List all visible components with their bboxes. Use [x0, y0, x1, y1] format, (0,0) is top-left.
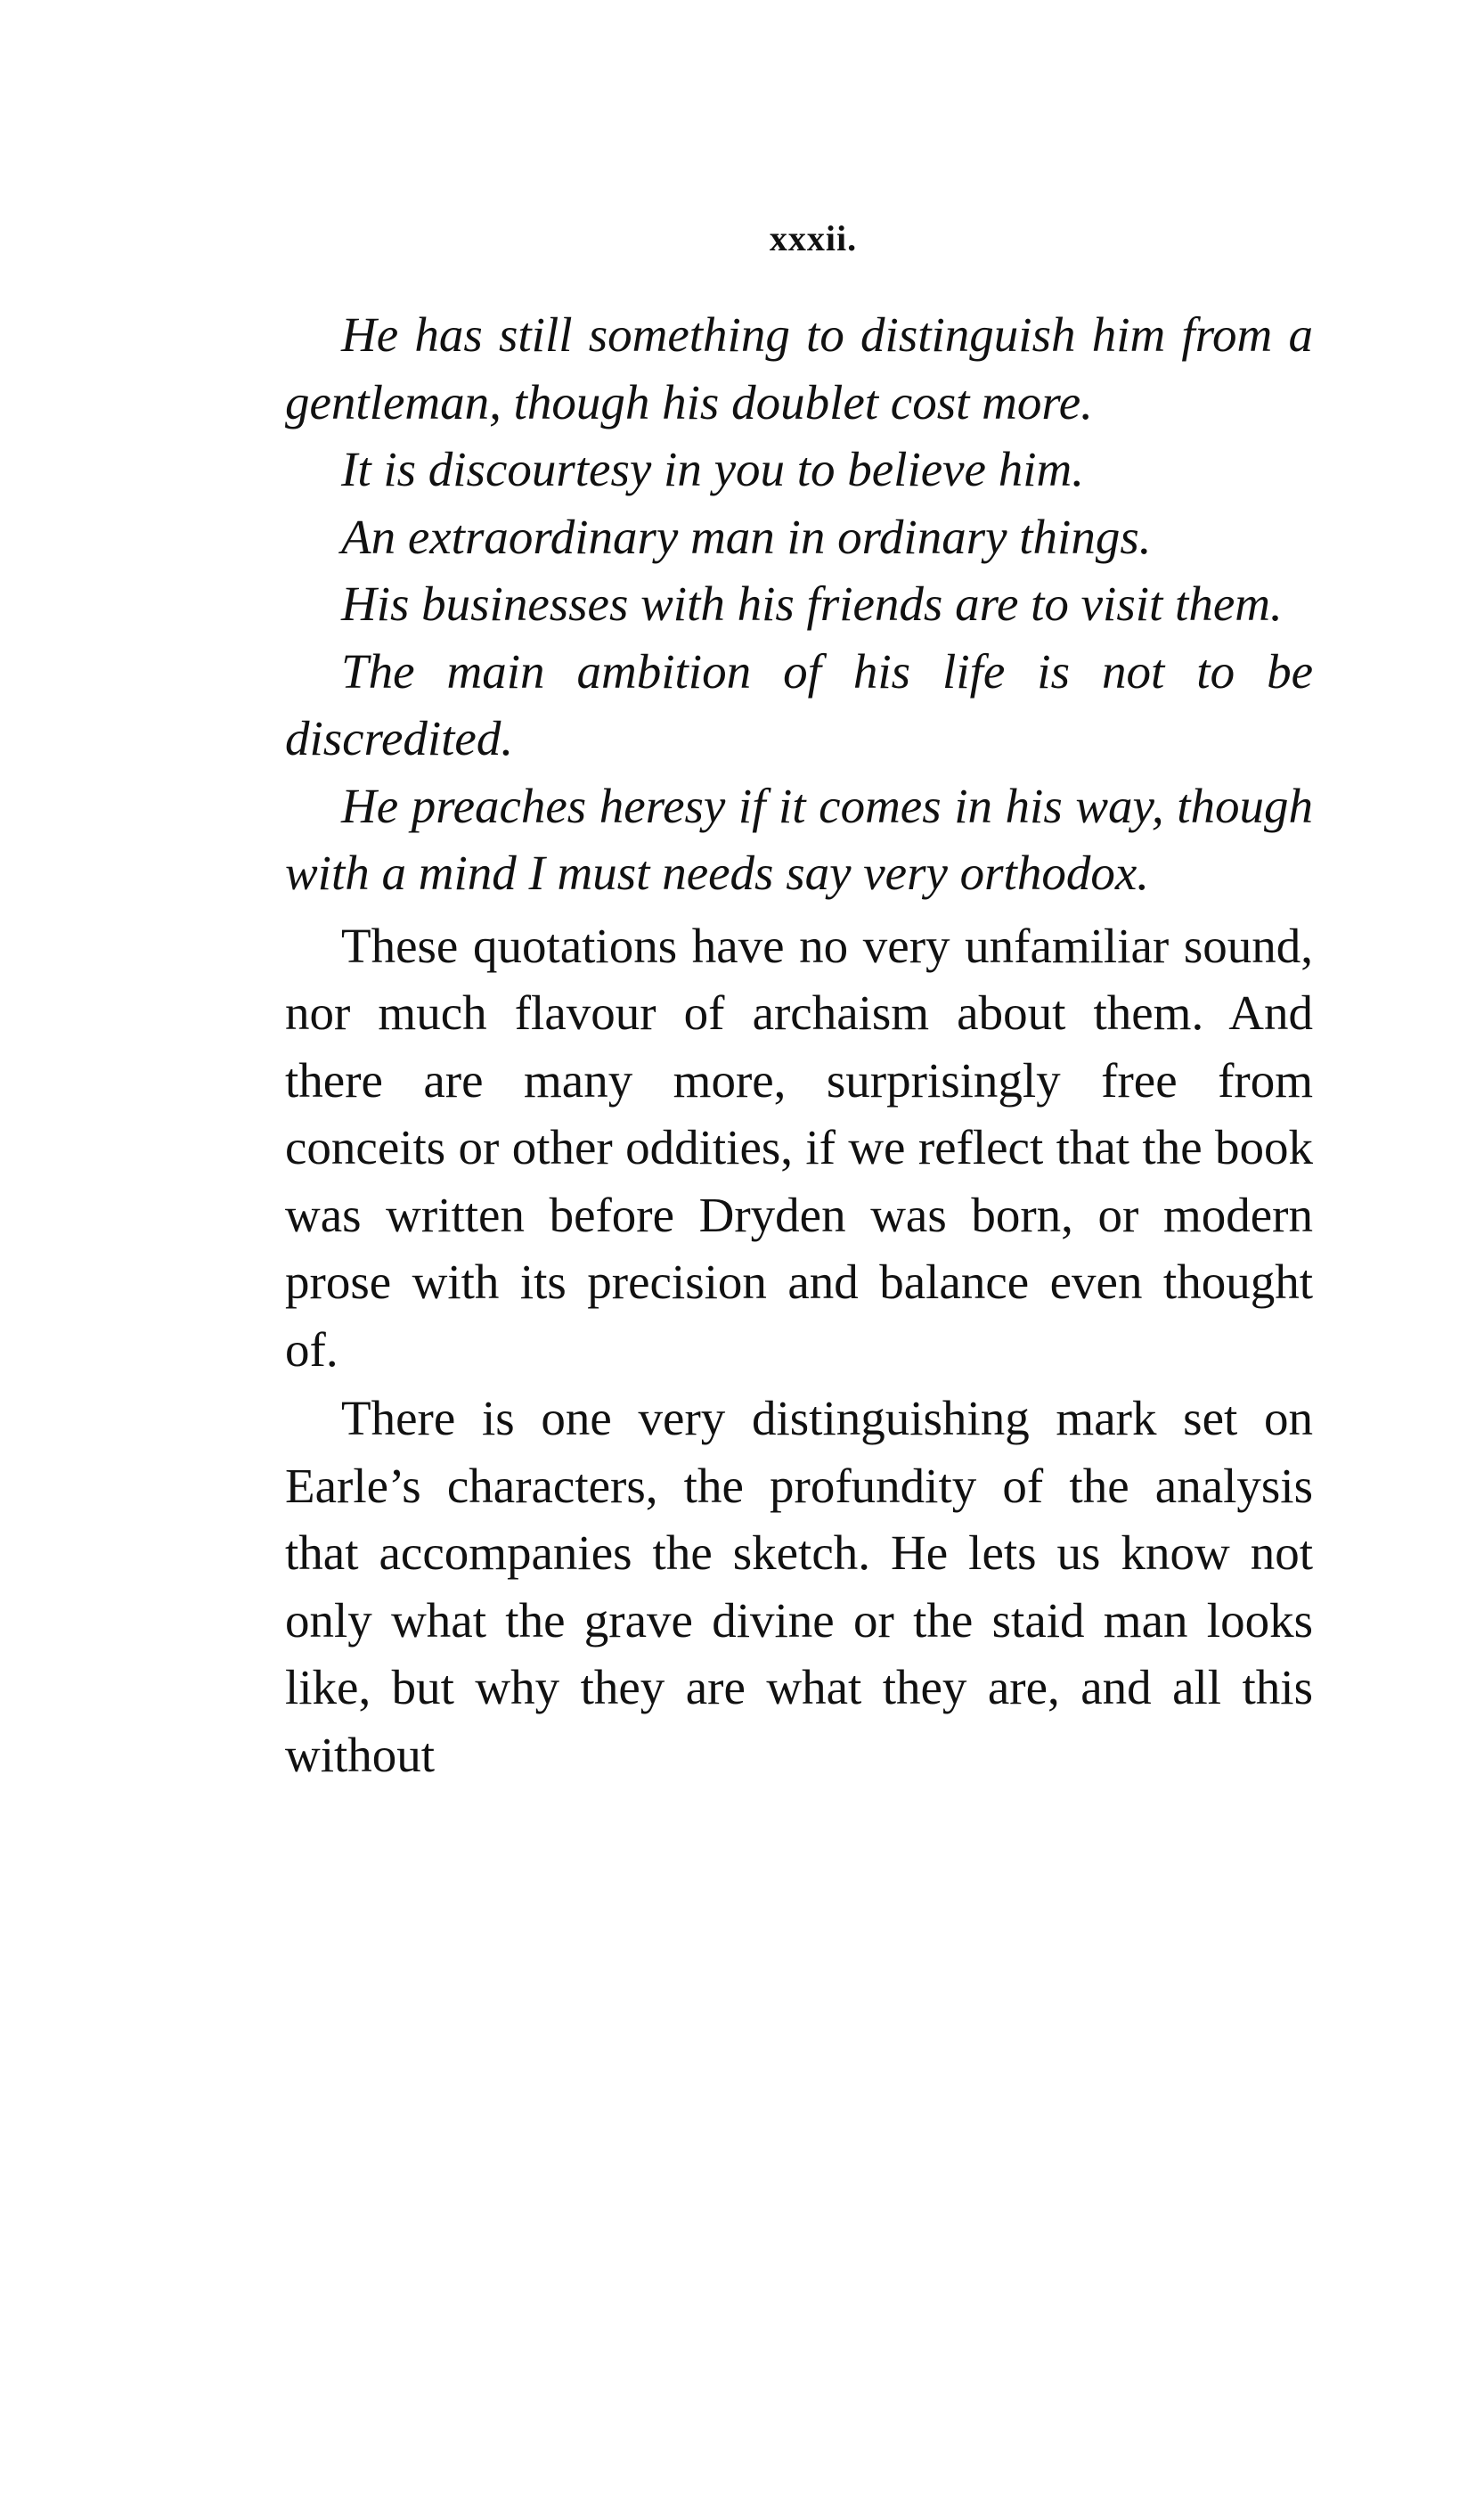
quotation-1: He has still something to distinguish him from a gentleman, though his doublet cost more.	[285, 307, 1313, 429]
quotation-5: The main ambition of his life is not to be discredited.	[285, 643, 1313, 765]
quotation-4: His businesses with his friends are to visit them.	[341, 576, 1283, 631]
body-paragraph-1: These quotations have no very unfamiliar sound, nor much flavour of archaism about them. And there are many more, surprisingly free from conceits or other oddities, if we reflect that the book was written before Dryden was born, or modern prose with its precision and balance even thought of.	[285, 918, 1313, 1377]
page-number: xxxii.	[769, 218, 858, 258]
quotation-6: He preaches heresy if it comes in his way, though with a mind I must needs say very orthodox.	[285, 778, 1313, 900]
body-paragraph-2: There is one very distinguishing mark set on Earle’s characters, the profundity of the analysis that accompanies the sketch. He lets us know not only what the grave divine or the staid man looks like, but why they are what they are, and all this without	[285, 1391, 1313, 1782]
quotation-3: An extraordinary man in ordinary things.	[341, 509, 1152, 564]
quotation-2: It is discourtesy in you to believe him.	[341, 442, 1084, 496]
text-column	[285, 301, 1313, 1788]
